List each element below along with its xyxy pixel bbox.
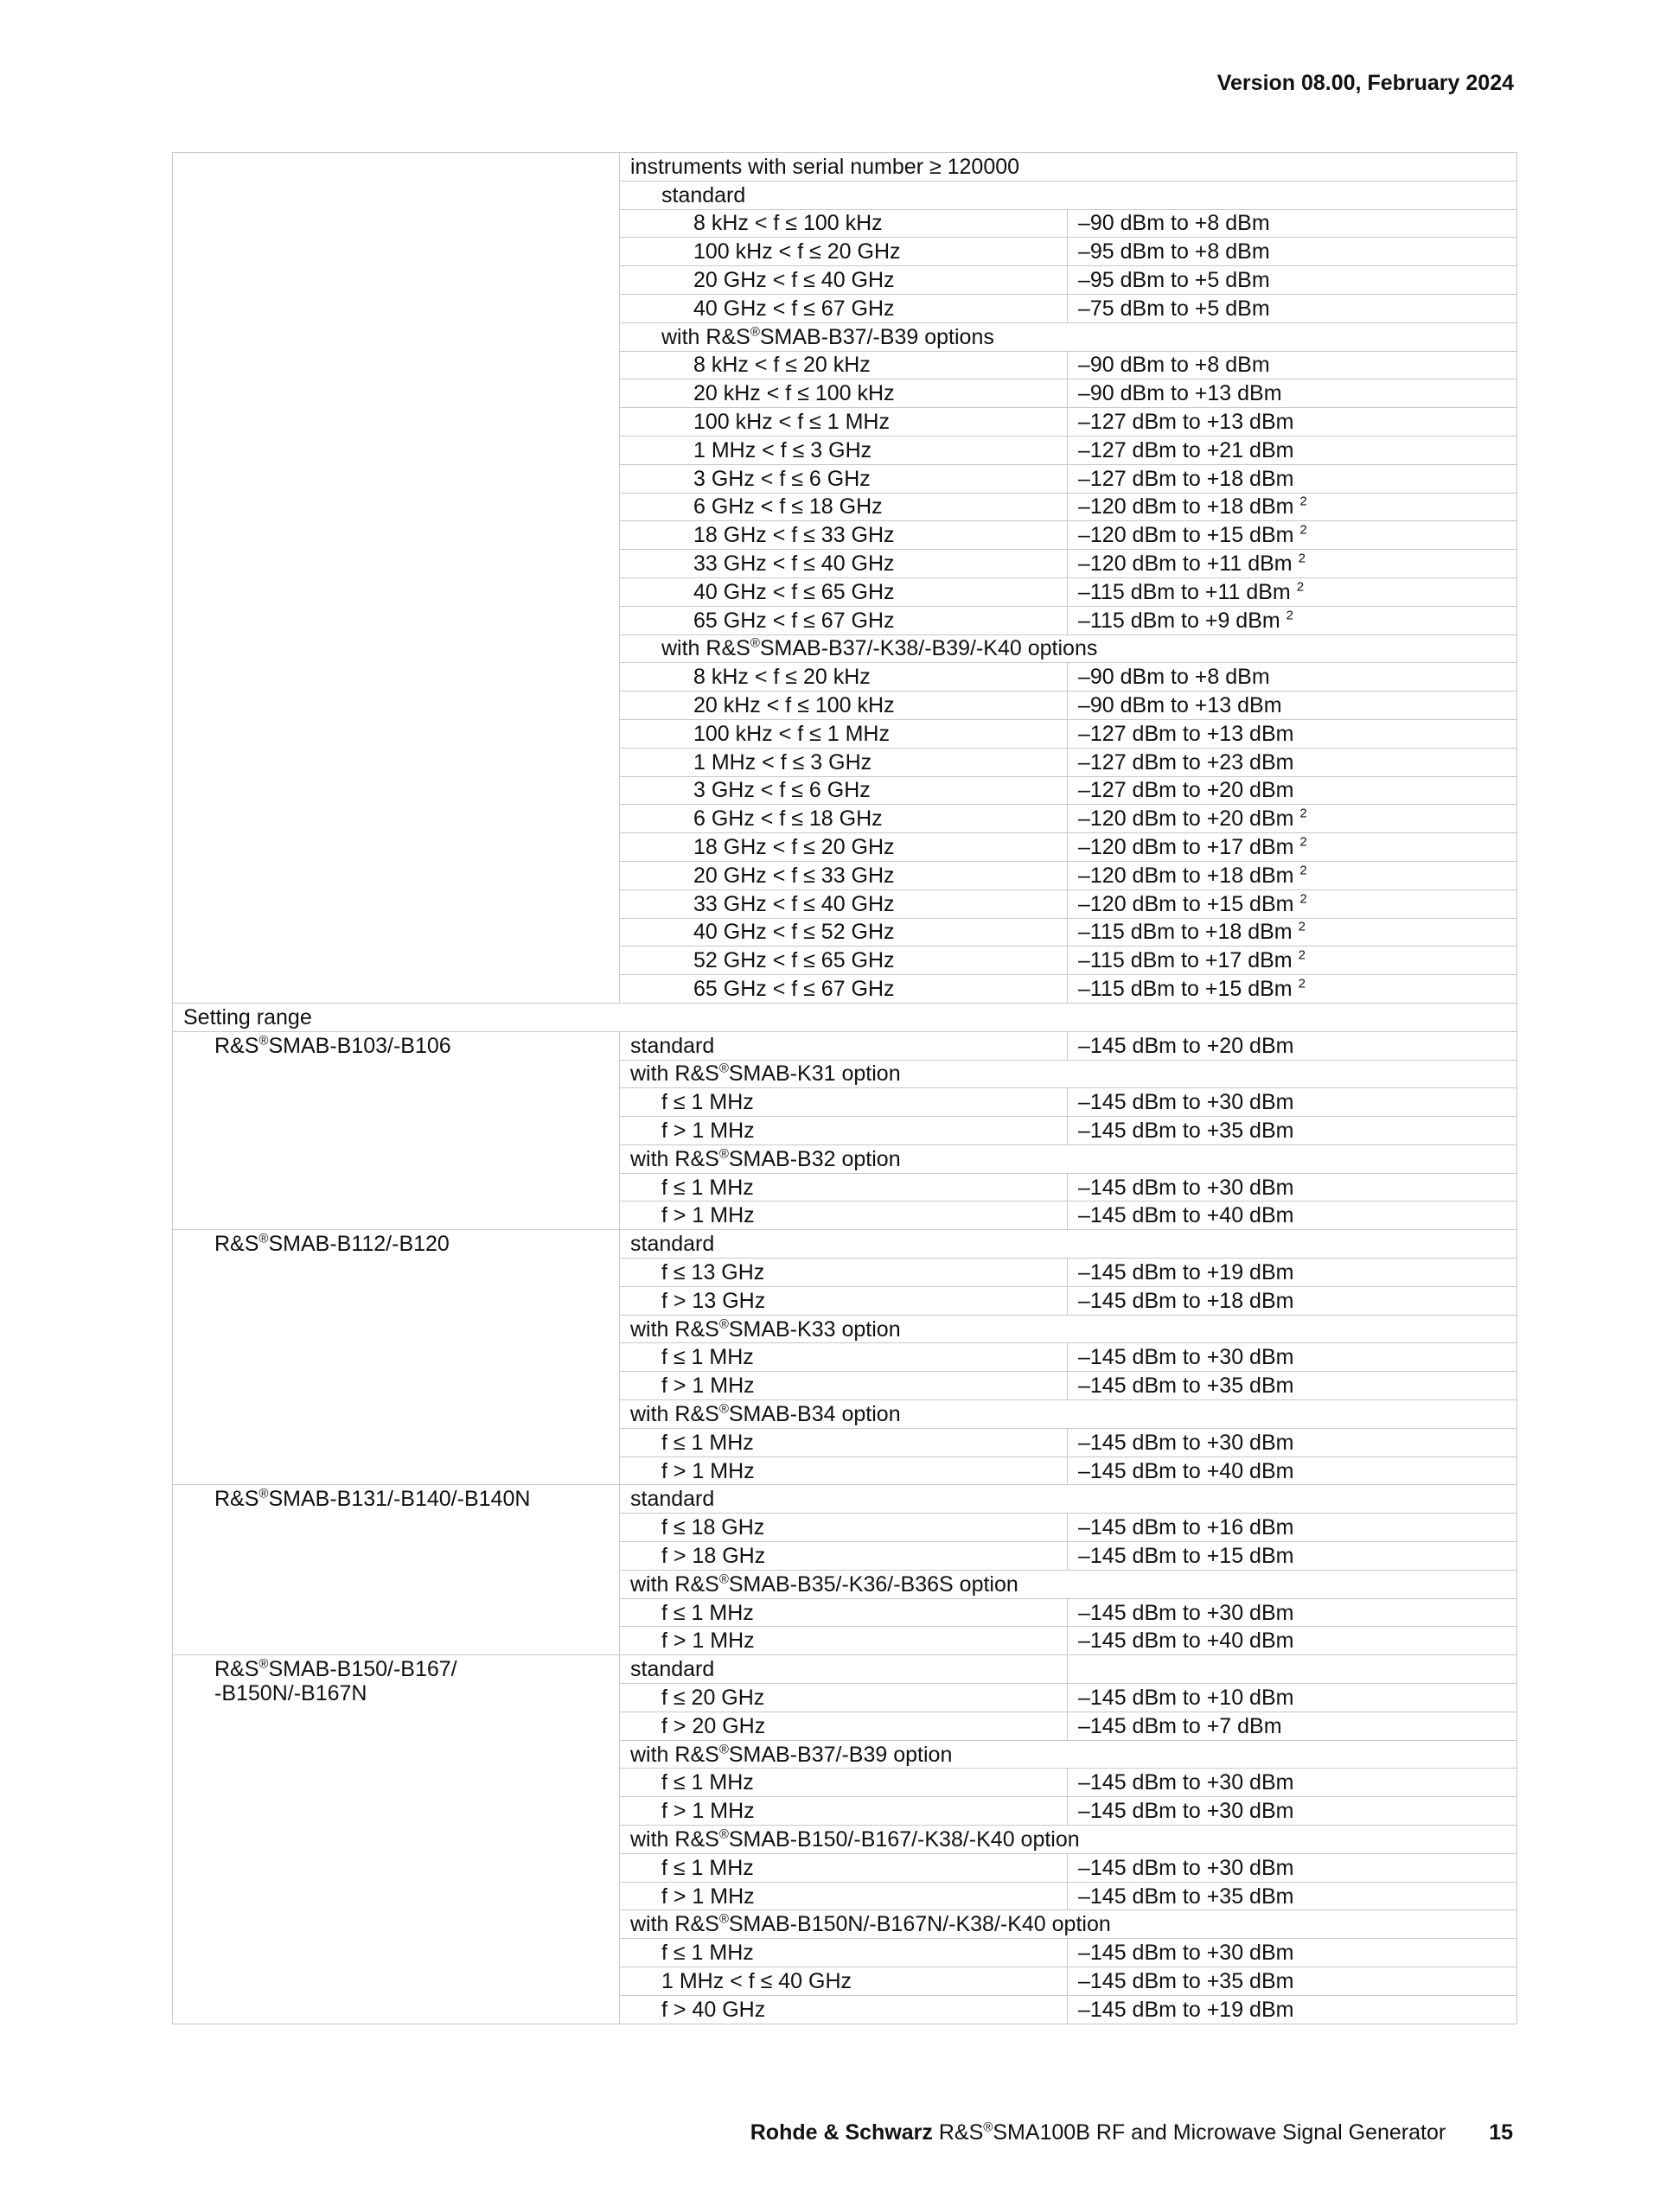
group-name-cell — [173, 1655, 620, 2024]
spec-table — [172, 152, 1517, 2024]
subheading-row — [173, 1230, 1517, 1259]
row-text: standard — [630, 1232, 715, 1257]
text-suffix: SMAB-B150/-B167/-K38/-K40 option — [728, 1826, 1080, 1852]
text-prefix: R&S — [214, 1657, 259, 1682]
value-cell — [1068, 748, 1517, 776]
value-cell — [1068, 550, 1517, 578]
condition-cell: 40 GHz < f ≤ 67 GHz — [620, 294, 1068, 322]
condition-cell: f ≤ 1 MHz — [620, 1853, 1068, 1882]
group-name-line — [214, 1487, 609, 1511]
condition-cell: f ≤ 1 MHz — [620, 1343, 1068, 1372]
footer-product: SMA100B RF and Microwave Signal Generator — [993, 2120, 1446, 2145]
value-cell — [1068, 1457, 1517, 1485]
value-text: –145 dBm to +30 dBm — [1078, 1345, 1294, 1370]
value-text: –127 dBm to +20 dBm — [1078, 778, 1294, 803]
row-text: standard — [661, 182, 746, 207]
section-heading: Setting range — [173, 1003, 1517, 1031]
value-cell — [1068, 918, 1517, 947]
value-text: –95 dBm to +8 dBm — [1078, 239, 1270, 265]
text-prefix: with R&S — [661, 636, 750, 661]
value-text: –90 dBm to +8 dBm — [1078, 211, 1270, 236]
value-text: –145 dBm to +20 dBm — [1078, 1033, 1294, 1058]
condition-cell: 1 MHz < f ≤ 3 GHz — [620, 748, 1068, 776]
condition-cell: f > 1 MHz — [620, 1882, 1068, 1910]
condition-cell: 18 GHz < f ≤ 20 GHz — [620, 833, 1068, 862]
subheading-cell — [620, 153, 1517, 182]
value-cell — [1068, 805, 1517, 833]
condition-cell: f > 1 MHz — [620, 1202, 1068, 1230]
condition-cell: 33 GHz < f ≤ 40 GHz — [620, 889, 1068, 918]
value-text: –120 dBm to +15 dBm — [1078, 891, 1300, 916]
value-cell — [1068, 606, 1517, 634]
condition-cell: f ≤ 18 GHz — [620, 1514, 1068, 1542]
section-row — [173, 1003, 1517, 1031]
value-cell — [1068, 833, 1517, 862]
text-suffix: SMAB-B37/-B39 options — [759, 324, 994, 349]
value-text: –145 dBm to +19 dBm — [1078, 1997, 1294, 2022]
group-name-cell — [173, 1031, 620, 1230]
value-cell — [1068, 1712, 1517, 1740]
footnote-ref: 2 — [1299, 494, 1307, 510]
value-text: –120 dBm to +18 dBm — [1078, 863, 1300, 888]
value-cell — [1068, 1117, 1517, 1145]
condition-cell: 20 GHz < f ≤ 33 GHz — [620, 861, 1068, 889]
condition-cell: f > 1 MHz — [620, 1457, 1068, 1485]
value-cell — [1068, 889, 1517, 918]
subheading-cell — [620, 181, 1517, 209]
condition-cell: 20 kHz < f ≤ 100 kHz — [620, 379, 1068, 408]
value-text: –127 dBm to +13 dBm — [1078, 410, 1294, 435]
subheading-cell — [620, 1740, 1517, 1769]
value-text: –145 dBm to +35 dBm — [1078, 1118, 1294, 1143]
footnote-ref: 2 — [1296, 579, 1305, 595]
empty-left-cell — [173, 153, 620, 1004]
registered-mark: ® — [718, 1146, 729, 1162]
value-text: –120 dBm to +17 dBm — [1078, 835, 1300, 860]
footer-company: Rohde & Schwarz — [750, 2120, 933, 2145]
text-prefix: R&S — [214, 1232, 259, 1257]
condition-cell: 3 GHz < f ≤ 6 GHz — [620, 464, 1068, 493]
value-cell — [1068, 1259, 1517, 1287]
text-suffix: SMAB-B35/-K36/-B36S option — [728, 1571, 1018, 1597]
condition-cell: f ≤ 1 MHz — [620, 1428, 1068, 1457]
spec-row — [173, 1031, 1517, 1060]
value-text: –120 dBm to +11 dBm — [1078, 551, 1299, 577]
value-text: –90 dBm to +13 dBm — [1078, 693, 1282, 718]
condition-cell: 8 kHz < f ≤ 20 kHz — [620, 663, 1068, 692]
condition-cell: 18 GHz < f ≤ 33 GHz — [620, 521, 1068, 550]
value-cell — [1068, 577, 1517, 606]
value-cell — [1068, 1655, 1517, 1684]
condition-cell: f > 40 GHz — [620, 1995, 1068, 2024]
value-cell — [1068, 1372, 1517, 1400]
value-text: –75 dBm to +5 dBm — [1078, 296, 1270, 321]
value-text: –145 dBm to +30 dBm — [1078, 1430, 1294, 1455]
footnote-ref: 2 — [1299, 891, 1307, 907]
text-prefix: with R&S — [661, 324, 750, 349]
value-text: –120 dBm to +20 dBm — [1078, 806, 1300, 832]
value-cell — [1068, 294, 1517, 322]
condition-cell: standard — [620, 1031, 1068, 1060]
text-suffix: SMAB-B112/-B120 — [268, 1232, 450, 1257]
footer-registered-mark: ® — [983, 2120, 993, 2135]
value-text: –115 dBm to +11 dBm — [1078, 579, 1297, 604]
condition-cell: 1 MHz < f ≤ 3 GHz — [620, 436, 1068, 464]
subheading-cell — [620, 322, 1517, 351]
registered-mark: ® — [750, 324, 760, 340]
registered-mark: ® — [750, 636, 760, 652]
value-text: –115 dBm to +18 dBm — [1078, 920, 1299, 945]
value-cell — [1068, 1428, 1517, 1457]
text-suffix: SMAB-B103/-B106 — [268, 1033, 451, 1058]
value-cell — [1068, 1797, 1517, 1826]
value-cell — [1068, 1995, 1517, 2024]
value-cell — [1068, 1343, 1517, 1372]
value-text: –90 dBm to +8 dBm — [1078, 665, 1270, 690]
condition-cell: standard — [620, 1655, 1068, 1684]
condition-cell: f > 1 MHz — [620, 1627, 1068, 1655]
text-suffix: SMAB-B37/-B39 option — [728, 1742, 953, 1767]
value-cell — [1068, 663, 1517, 692]
group-name-line — [214, 1681, 609, 1705]
condition-cell: f ≤ 20 GHz — [620, 1684, 1068, 1712]
text-prefix: R&S — [214, 1033, 259, 1058]
footnote-ref: 2 — [1299, 834, 1307, 850]
text-prefix: with R&S — [630, 1571, 719, 1597]
registered-mark: ® — [718, 1911, 729, 1927]
value-text: –115 dBm to +17 dBm — [1078, 948, 1299, 973]
value-cell — [1068, 521, 1517, 550]
value-text: –127 dBm to +13 dBm — [1078, 721, 1294, 746]
registered-mark: ® — [718, 1742, 729, 1757]
value-text: –127 dBm to +18 dBm — [1078, 466, 1294, 491]
subheading-cell — [620, 1400, 1517, 1429]
condition-cell: 1 MHz < f ≤ 40 GHz — [620, 1967, 1068, 1996]
value-cell — [1068, 1967, 1517, 1996]
registered-mark: ® — [259, 1033, 269, 1049]
group-name-line — [214, 1232, 609, 1256]
subheading-row — [173, 153, 1517, 182]
condition-cell: 3 GHz < f ≤ 6 GHz — [620, 776, 1068, 805]
subheading-cell — [620, 1230, 1517, 1259]
value-text: –95 dBm to +5 dBm — [1078, 268, 1270, 293]
value-text: –145 dBm to +30 dBm — [1078, 1941, 1294, 1966]
registered-mark: ® — [718, 1061, 729, 1077]
value-text: –145 dBm to +15 dBm — [1078, 1543, 1294, 1568]
registered-mark: ® — [259, 1487, 269, 1502]
text-prefix: with R&S — [630, 1826, 719, 1852]
condition-cell: 100 kHz < f ≤ 1 MHz — [620, 719, 1068, 748]
condition-cell: 20 GHz < f ≤ 40 GHz — [620, 266, 1068, 295]
group-name-line — [214, 1657, 609, 1681]
value-cell — [1068, 266, 1517, 295]
condition-cell: f > 1 MHz — [620, 1797, 1068, 1826]
footnote-ref: 2 — [1299, 806, 1307, 821]
condition-cell: f > 1 MHz — [620, 1117, 1068, 1145]
registered-mark: ® — [718, 1401, 729, 1417]
value-text: –145 dBm to +7 dBm — [1078, 1713, 1282, 1738]
condition-cell: 40 GHz < f ≤ 52 GHz — [620, 918, 1068, 947]
condition-cell: 100 kHz < f ≤ 1 MHz — [620, 408, 1068, 437]
spec-row — [173, 1655, 1517, 1684]
condition-cell: 40 GHz < f ≤ 65 GHz — [620, 577, 1068, 606]
value-cell — [1068, 351, 1517, 379]
text-suffix: SMAB-B32 option — [728, 1146, 901, 1171]
value-text: –115 dBm to +9 dBm — [1078, 608, 1286, 633]
value-cell — [1068, 1202, 1517, 1230]
value-text: –145 dBm to +16 dBm — [1078, 1515, 1294, 1540]
value-cell — [1068, 1853, 1517, 1882]
value-text: –145 dBm to +30 dBm — [1078, 1600, 1294, 1625]
value-text: –145 dBm to +35 dBm — [1078, 1884, 1294, 1909]
value-text: –120 dBm to +15 dBm — [1078, 523, 1300, 548]
condition-cell: f > 1 MHz — [620, 1372, 1068, 1400]
value-cell — [1068, 1286, 1517, 1315]
text-suffix: SMAB-B131/-B140/-B140N — [268, 1487, 531, 1512]
text-suffix: SMAB-K33 option — [728, 1316, 901, 1342]
text-prefix: with R&S — [630, 1912, 719, 1937]
footnote-ref: 2 — [1298, 551, 1306, 566]
value-cell — [1068, 1627, 1517, 1655]
value-cell — [1068, 719, 1517, 748]
value-text: –120 dBm to +18 dBm — [1078, 494, 1300, 520]
value-cell — [1068, 464, 1517, 493]
condition-cell: f ≤ 1 MHz — [620, 1088, 1068, 1117]
value-text: –90 dBm to +13 dBm — [1078, 381, 1282, 406]
text-suffix: -B150N/-B167N — [214, 1681, 367, 1706]
value-cell — [1068, 238, 1517, 266]
text-prefix: R&S — [214, 1487, 259, 1512]
condition-cell: 8 kHz < f ≤ 20 kHz — [620, 351, 1068, 379]
group-name-line — [214, 1034, 609, 1058]
text-suffix: SMAB-B150/-B167/ — [268, 1657, 457, 1682]
value-text: –145 dBm to +19 dBm — [1078, 1259, 1294, 1284]
text-prefix: with R&S — [630, 1146, 719, 1171]
value-text: –145 dBm to +10 dBm — [1078, 1685, 1294, 1710]
value-cell — [1068, 776, 1517, 805]
value-text: –127 dBm to +21 dBm — [1078, 437, 1294, 462]
footnote-ref: 2 — [1298, 976, 1306, 991]
value-text: –90 dBm to +8 dBm — [1078, 353, 1270, 378]
value-cell — [1068, 1514, 1517, 1542]
condition-cell: 6 GHz < f ≤ 18 GHz — [620, 805, 1068, 833]
condition-cell: f ≤ 1 MHz — [620, 1939, 1068, 1967]
value-text: –127 dBm to +23 dBm — [1078, 749, 1294, 775]
footnote-ref: 2 — [1298, 947, 1306, 963]
value-cell — [1068, 1088, 1517, 1117]
condition-cell: f > 18 GHz — [620, 1542, 1068, 1571]
subheading-row — [173, 1485, 1517, 1514]
subheading-cell — [620, 1570, 1517, 1598]
condition-cell: f > 13 GHz — [620, 1286, 1068, 1315]
value-text: –145 dBm to +18 dBm — [1078, 1288, 1294, 1313]
value-cell — [1068, 947, 1517, 975]
footer-prefix: R&S — [932, 2120, 984, 2145]
value-text: –145 dBm to +35 dBm — [1078, 1968, 1294, 1993]
value-cell — [1068, 1173, 1517, 1202]
value-text: –145 dBm to +30 dBm — [1078, 1855, 1294, 1880]
registered-mark: ® — [718, 1826, 729, 1842]
value-text: –145 dBm to +30 dBm — [1078, 1770, 1294, 1795]
registered-mark: ® — [259, 1231, 269, 1246]
page-number: 15 — [1489, 2120, 1513, 2145]
condition-cell: 33 GHz < f ≤ 40 GHz — [620, 550, 1068, 578]
text-prefix: with R&S — [630, 1316, 719, 1342]
subheading-cell — [620, 1910, 1517, 1939]
footnote-ref: 2 — [1298, 920, 1306, 935]
group-name-cell — [173, 1230, 620, 1485]
footnote-ref: 2 — [1299, 863, 1307, 878]
row-text: instruments with serial number ≥ 120000 — [630, 154, 1020, 179]
condition-cell: 100 kHz < f ≤ 20 GHz — [620, 238, 1068, 266]
condition-cell: f ≤ 13 GHz — [620, 1259, 1068, 1287]
value-text: –145 dBm to +40 dBm — [1078, 1203, 1294, 1228]
value-text: –145 dBm to +30 dBm — [1078, 1175, 1294, 1200]
value-cell — [1068, 861, 1517, 889]
value-text: –115 dBm to +15 dBm — [1078, 977, 1299, 1001]
condition-cell: f ≤ 1 MHz — [620, 1769, 1068, 1797]
value-cell — [1068, 493, 1517, 521]
text-prefix: with R&S — [630, 1061, 719, 1087]
text-suffix: SMAB-B150N/-B167N/-K38/-K40 option — [728, 1912, 1111, 1937]
registered-mark: ® — [718, 1571, 729, 1587]
value-cell — [1068, 1031, 1517, 1060]
value-cell — [1068, 1769, 1517, 1797]
value-text: –145 dBm to +40 dBm — [1078, 1629, 1294, 1654]
row-text: standard — [630, 1487, 715, 1512]
value-text: –145 dBm to +35 dBm — [1078, 1374, 1294, 1399]
value-text: –145 dBm to +30 dBm — [1078, 1799, 1294, 1824]
condition-cell: f ≤ 1 MHz — [620, 1598, 1068, 1627]
condition-cell: 65 GHz < f ≤ 67 GHz — [620, 975, 1068, 1004]
subheading-cell — [620, 1060, 1517, 1088]
value-cell — [1068, 1598, 1517, 1627]
value-cell — [1068, 1882, 1517, 1910]
value-cell — [1068, 1939, 1517, 1967]
page-footer — [750, 2120, 1513, 2145]
value-text: –145 dBm to +30 dBm — [1078, 1090, 1294, 1115]
subheading-cell — [620, 1485, 1517, 1514]
value-cell — [1068, 379, 1517, 408]
condition-cell: f > 20 GHz — [620, 1712, 1068, 1740]
value-cell — [1068, 1684, 1517, 1712]
text-suffix: SMAB-B34 option — [728, 1401, 901, 1426]
text-suffix: SMAB-K31 option — [728, 1061, 901, 1087]
value-text: –145 dBm to +40 dBm — [1078, 1458, 1294, 1483]
condition-cell: 6 GHz < f ≤ 18 GHz — [620, 493, 1068, 521]
condition-cell: 65 GHz < f ≤ 67 GHz — [620, 606, 1068, 634]
value-cell — [1068, 408, 1517, 437]
subheading-cell — [620, 1144, 1517, 1173]
value-cell — [1068, 692, 1517, 720]
value-cell — [1068, 436, 1517, 464]
text-prefix: with R&S — [630, 1742, 719, 1767]
value-cell — [1068, 975, 1517, 1004]
footnote-ref: 2 — [1286, 608, 1293, 623]
group-name-cell — [173, 1485, 620, 1655]
registered-mark: ® — [259, 1656, 269, 1672]
value-cell — [1068, 209, 1517, 238]
registered-mark: ® — [718, 1316, 729, 1332]
subheading-cell — [620, 1826, 1517, 1854]
condition-cell: 20 kHz < f ≤ 100 kHz — [620, 692, 1068, 720]
subheading-cell — [620, 1315, 1517, 1343]
condition-cell: 52 GHz < f ≤ 65 GHz — [620, 947, 1068, 975]
footnote-ref: 2 — [1299, 522, 1307, 538]
subheading-cell — [620, 634, 1517, 663]
value-cell — [1068, 1542, 1517, 1571]
text-prefix: with R&S — [630, 1401, 719, 1426]
condition-cell: f ≤ 1 MHz — [620, 1173, 1068, 1202]
text-suffix: SMAB-B37/-K38/-B39/-K40 options — [759, 636, 1098, 661]
condition-cell: 8 kHz < f ≤ 100 kHz — [620, 209, 1068, 238]
version-header: Version 08.00, February 2024 — [1216, 71, 1514, 95]
